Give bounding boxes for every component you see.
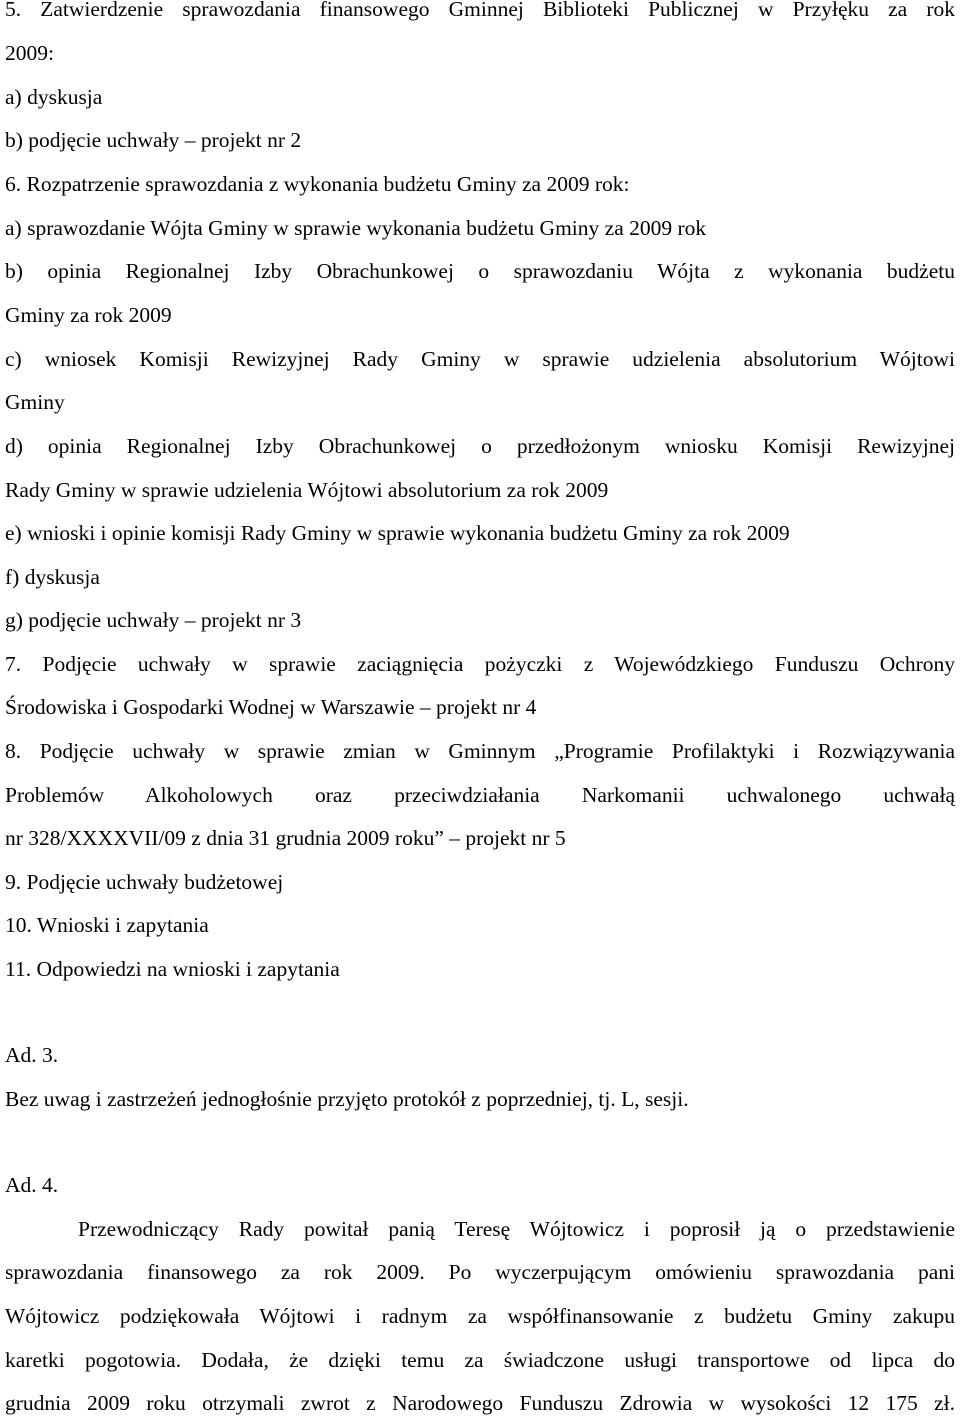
agenda-item-6f: f) dyskusja: [5, 565, 100, 589]
agenda-item-6a: a) sprawozdanie Wójta Gminy w sprawie wykonania budżetu Gminy za 2009 rok: [5, 216, 707, 240]
agenda-item-7-line-2: Środowiska i Gospodarki Wodnej w Warszawie – projekt nr 4: [5, 695, 537, 719]
ad4-paragraph-line-4: karetki pogotowia. Dodała, że dzięki temu za świadczone usługi transportowe od lipca do: [5, 1348, 955, 1372]
agenda-item-11: 11. Odpowiedzi na wnioski i zapytania: [5, 957, 340, 981]
agenda-item-6-title: 6. Rozpatrzenie sprawozdania z wykonania budżetu Gminy za 2009 rok:: [5, 172, 630, 196]
ad3-text: Bez uwag i zastrzeżeń jednogłośnie przyjęto protokół z poprzedniej, tj. L, sesji.: [5, 1087, 689, 1111]
agenda-item-6c-line-2: Gminy: [5, 390, 65, 414]
ad4-paragraph-line-5: grudnia 2009 roku otrzymali zwrot z Narodowego Funduszu Zdrowia w wysokości 12 175 zł.: [5, 1391, 955, 1415]
ad3-heading: Ad. 3.: [5, 1043, 59, 1067]
agenda-item-5b: b) podjęcie uchwały – projekt nr 2: [5, 128, 302, 152]
agenda-item-6b-line-1: b) opinia Regionalnej Izby Obrachunkowej o sprawozdaniu Wójta z wykonania budżetu: [5, 259, 955, 283]
ad4-paragraph-line-3: Wójtowicz podziękowała Wójtowi i radnym za współfinansowanie z budżetu Gminy zakupu: [5, 1304, 955, 1328]
ad4-paragraph-line-2: sprawozdania finansowego za rok 2009. Po wyczerpującym omówieniu sprawozdania pani: [5, 1260, 955, 1284]
agenda-item-6d-line-2: Rady Gminy w sprawie udzielenia Wójtowi absolutorium za rok 2009: [5, 478, 609, 502]
agenda-item-5-line-2: 2009:: [5, 41, 54, 65]
agenda-item-6g: g) podjęcie uchwały – projekt nr 3: [5, 608, 302, 632]
agenda-item-8-line-2: Problemów Alkoholowych oraz przeciwdziałania Narkomanii uchwalonego uchwałą: [5, 783, 955, 807]
agenda-item-8-line-1: 8. Podjęcie uchwały w sprawie zmian w Gminnym „Programie Profilaktyki i Rozwiązywania: [5, 739, 955, 763]
agenda-item-6c-line-1: c) wniosek Komisji Rewizyjnej Rady Gminy w sprawie udzielenia absolutorium Wójtowi: [5, 347, 955, 371]
agenda-item-9: 9. Podjęcie uchwały budżetowej: [5, 870, 284, 894]
agenda-item-6b-line-2: Gminy za rok 2009: [5, 303, 172, 327]
agenda-item-5a: a) dyskusja: [5, 85, 103, 109]
agenda-item-8-line-3: nr 328/XXXXVII/09 z dnia 31 grudnia 2009 roku” – projekt nr 5: [5, 826, 566, 850]
agenda-item-5-line-1: 5. Zatwierdzenie sprawozdania finansowego Gminnej Biblioteki Publicznej w Przyłęku za rok: [5, 0, 955, 21]
agenda-item-6d-line-1: d) opinia Regionalnej Izby Obrachunkowej o przedłożonym wniosku Komisji Rewizyjnej: [5, 434, 955, 458]
ad4-paragraph-line-1: Przewodniczący Rady powitał panią Teresę Wójtowicz i poprosił ją o przedstawienie: [78, 1217, 955, 1241]
agenda-item-6e: e) wnioski i opinie komisji Rady Gminy w sprawie wykonania budżetu Gminy za rok 2009: [5, 521, 790, 545]
ad4-heading: Ad. 4.: [5, 1173, 59, 1197]
agenda-item-10: 10. Wnioski i zapytania: [5, 913, 209, 937]
agenda-item-7-line-1: 7. Podjęcie uchwały w sprawie zaciągnięcia pożyczki z Wojewódzkiego Funduszu Ochrony: [5, 652, 955, 676]
